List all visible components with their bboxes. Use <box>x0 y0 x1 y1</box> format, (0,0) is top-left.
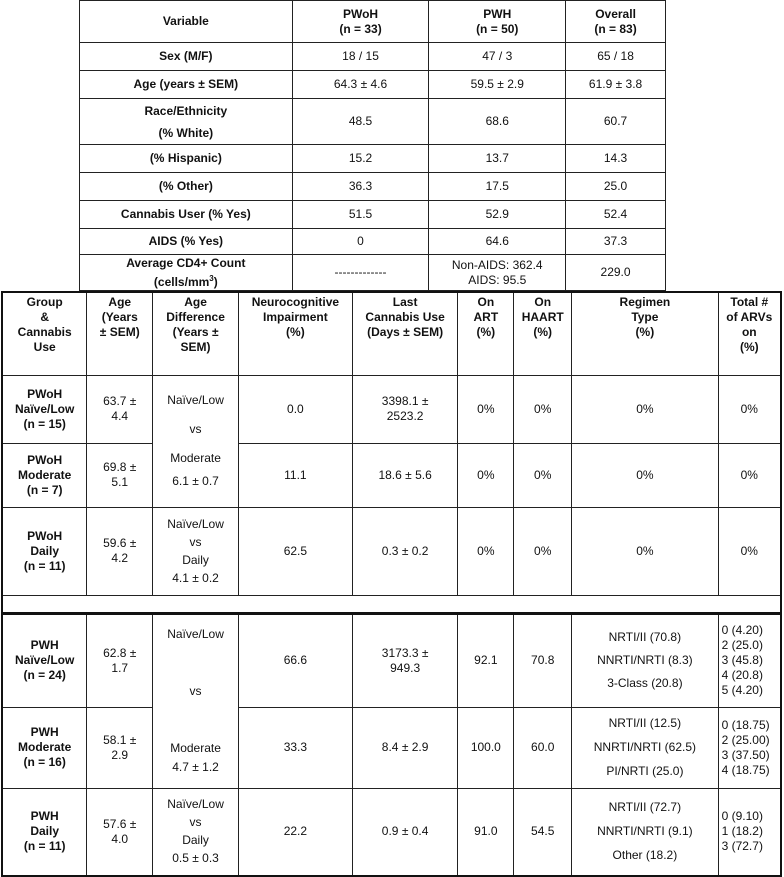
age-difference-cell <box>153 613 239 788</box>
total-arvs-cell: 0% <box>718 507 781 595</box>
total-arvs-cell <box>718 788 781 876</box>
cell-pwoh: 15.2 <box>292 145 429 173</box>
arv-line: 0 (4.20) <box>721 623 763 637</box>
age-line: 4.0 <box>111 831 129 846</box>
header-pwoh-line2: (n = 33) <box>339 21 382 36</box>
cell-overall: 60.7 <box>566 99 666 145</box>
age-line: 1.7 <box>111 660 129 675</box>
header-on-haart-line: (%) <box>533 325 553 339</box>
group-line: Daily <box>30 824 60 839</box>
group-cell <box>2 613 87 707</box>
cell-pwoh: 51.5 <box>292 201 429 229</box>
regimen-line: 3-Class (20.8) <box>607 676 683 690</box>
group-line: PWH <box>30 725 59 739</box>
header-age-difference-line: Difference <box>166 310 225 324</box>
age-difference-cell <box>153 507 239 595</box>
arv-line: 3 (72.7) <box>721 839 763 854</box>
neuro-cell: 22.2 <box>238 788 352 876</box>
header-neurocognitive-line: (%) <box>286 325 305 339</box>
row-label <box>80 99 293 145</box>
cell-pwoh: 64.3 ± 4.6 <box>292 71 429 99</box>
header-on-art-line: (%) <box>476 325 496 339</box>
header-age-difference-line: Age <box>184 295 207 309</box>
on-haart-cell: 60.0 <box>514 707 572 788</box>
group-line: PWoH <box>27 386 63 401</box>
header-total-arvs <box>718 292 781 375</box>
regimen-cell: 0% <box>572 507 718 595</box>
last-use-cell: 0.3 ± 0.2 <box>352 507 458 595</box>
header-overall-line2: (n = 83) <box>594 21 637 36</box>
table-row <box>2 507 781 595</box>
group-cell <box>2 507 87 595</box>
group-separator <box>2 595 781 613</box>
row-label: Cannabis User (% Yes) <box>80 201 293 229</box>
header-regimen-line: (%) <box>635 325 655 339</box>
row-label-line1: Average CD4+ Count <box>126 255 246 270</box>
header-last-use-line: Cannabis Use <box>365 310 445 324</box>
cell-pwh: 13.7 <box>429 145 566 173</box>
age-diff-line: Naïve/Low <box>167 627 224 641</box>
group-cell <box>2 375 87 443</box>
last-use-line: 949.3 <box>390 660 421 675</box>
age-diff-line: 6.1 ± 0.7 <box>172 474 219 488</box>
regimen-line: NRTI/II (70.8) <box>608 630 682 644</box>
arv-line: 2 (25.00) <box>721 732 770 747</box>
last-use-cell <box>352 375 458 443</box>
cell-overall: 52.4 <box>566 201 666 229</box>
table-row <box>2 707 781 788</box>
arv-line: 3 (37.50) <box>721 747 770 762</box>
age-diff-line: Naïve/Low <box>167 516 224 531</box>
row-race-white <box>80 99 666 145</box>
age-diff-line: vs <box>189 422 202 436</box>
header-total-arvs-line: on <box>741 325 757 339</box>
row-label: AIDS (% Yes) <box>80 229 293 255</box>
total-arvs-cell <box>718 707 781 788</box>
table-row <box>2 788 781 876</box>
row-hispanic <box>80 145 666 173</box>
on-art-cell: 0% <box>458 443 514 507</box>
arv-line: 4 (20.8) <box>721 668 763 682</box>
cannabis-use-table <box>1 291 782 877</box>
cell-overall: 229.0 <box>566 255 666 291</box>
age-diff-line: Daily <box>182 552 209 567</box>
age-line: 4.4 <box>111 409 129 423</box>
cd4-units: (cells/mm <box>153 274 210 289</box>
cannabis-header-row <box>2 292 781 375</box>
header-group-line: & <box>40 310 49 324</box>
header-pwh <box>429 1 566 43</box>
header-on-haart <box>514 292 572 375</box>
row-label: Age (years ± SEM) <box>80 71 293 99</box>
age-cell <box>87 507 153 595</box>
age-diff-line: 4.7 ± 1.2 <box>172 760 219 774</box>
header-total-arvs-line: (%) <box>739 340 759 354</box>
group-line: Daily <box>30 543 60 558</box>
row-label <box>80 255 293 291</box>
age-cell <box>87 707 153 788</box>
last-use-cell: 18.6 ± 5.6 <box>352 443 458 507</box>
cell-pwoh: 48.5 <box>292 99 429 145</box>
on-art-cell: 100.0 <box>458 707 514 788</box>
row-label-line1: Race/Ethnicity <box>144 103 228 118</box>
on-art-cell: 91.0 <box>458 788 514 876</box>
table-row <box>2 443 781 507</box>
age-line: 58.1 ± <box>103 732 137 747</box>
age-line: 69.8 ± <box>103 460 137 474</box>
header-age-line: ± SEM) <box>99 325 140 339</box>
group-line: (n = 11) <box>23 839 66 854</box>
arv-line: 0 (18.75) <box>721 717 770 732</box>
header-last-use <box>352 292 458 375</box>
neuro-cell: 62.5 <box>238 507 352 595</box>
age-difference-cell <box>153 375 239 507</box>
regimen-line: NNRTI/NRTI (9.1) <box>597 824 693 839</box>
age-cell <box>87 375 153 443</box>
age-line: 5.1 <box>111 475 129 489</box>
last-use-cell: 0.9 ± 0.4 <box>352 788 458 876</box>
age-line: 4.2 <box>111 551 129 565</box>
cell-pwoh: 18 / 15 <box>292 43 429 71</box>
group-line: Naïve/Low <box>14 653 75 667</box>
group-line: Moderate <box>18 467 72 482</box>
header-group-line: Cannabis <box>17 325 72 339</box>
on-art-cell: 0% <box>458 375 514 443</box>
age-diff-line: 0.5 ± 0.3 <box>172 851 219 866</box>
on-haart-cell: 54.5 <box>514 788 572 876</box>
cell-pwoh: ------------- <box>292 255 429 291</box>
regimen-line: PI/NRTI (25.0) <box>606 764 684 778</box>
neuro-cell: 11.1 <box>238 443 352 507</box>
demographics-table <box>79 0 666 291</box>
group-cell <box>2 788 87 876</box>
group-line: (n = 16) <box>23 755 66 769</box>
row-cannabis-user <box>80 201 666 229</box>
header-total-arvs-line: Total # <box>730 295 769 309</box>
arv-line: 1 (18.2) <box>721 824 763 839</box>
group-line: PWH <box>30 638 59 652</box>
age-line: 57.6 ± <box>103 816 137 831</box>
cell-overall: 37.3 <box>566 229 666 255</box>
header-pwoh-line1: PWoH <box>342 6 379 21</box>
row-age <box>80 71 666 99</box>
header-variable: Variable <box>80 1 293 43</box>
header-pwh-line2: (n = 50) <box>476 21 519 36</box>
header-age-difference <box>153 292 239 375</box>
cell-pwh <box>429 255 566 291</box>
age-cell <box>87 443 153 507</box>
neuro-cell: 66.6 <box>238 613 352 707</box>
header-total-arvs-line: of ARVs <box>726 310 773 324</box>
age-diff-line: Moderate <box>170 451 221 465</box>
group-line: (n = 15) <box>23 416 66 431</box>
header-pwh-line1: PWH <box>483 6 512 21</box>
row-label-line2: (% White) <box>158 125 214 140</box>
header-on-haart-line: HAART <box>521 310 564 324</box>
age-diff-line: Moderate <box>170 741 221 755</box>
group-cell <box>2 443 87 507</box>
group-line: (n = 11) <box>23 558 66 573</box>
age-line: 59.6 ± <box>103 536 137 550</box>
group-line: PWoH <box>27 528 63 543</box>
cell-overall: 14.3 <box>566 145 666 173</box>
cell-overall: 25.0 <box>566 173 666 201</box>
on-art-cell: 0% <box>458 507 514 595</box>
row-aids <box>80 229 666 255</box>
table-row <box>2 613 781 707</box>
group-line: Naïve/Low <box>14 401 75 416</box>
regimen-line: NNRTI/NRTI (62.5) <box>593 740 696 754</box>
regimen-cell <box>572 613 718 707</box>
group-line: Moderate <box>18 740 72 754</box>
age-line: 62.8 ± <box>103 645 137 660</box>
header-group-line: Use <box>33 340 56 354</box>
row-sex <box>80 43 666 71</box>
age-line: 2.9 <box>111 747 129 762</box>
row-label-line2 <box>84 271 288 290</box>
age-diff-line: vs <box>189 534 202 549</box>
arv-line: 5 (4.20) <box>721 683 763 697</box>
age-diff-line: Daily <box>182 833 209 848</box>
header-group-line: Group <box>26 295 63 309</box>
header-neurocognitive-line: Impairment <box>263 310 328 324</box>
group-line: PWoH <box>27 452 63 467</box>
last-use-cell: 8.4 ± 2.9 <box>352 707 458 788</box>
neuro-cell: 33.3 <box>238 707 352 788</box>
total-arvs-cell: 0% <box>718 443 781 507</box>
header-age-line: (Years <box>101 310 138 324</box>
cd4-units-close: ) <box>213 274 218 289</box>
header-age-line: Age <box>108 295 132 309</box>
header-neurocognitive <box>238 292 352 375</box>
separator-cell <box>2 595 781 613</box>
group-line: (n = 7) <box>26 482 63 497</box>
age-diff-line: 4.1 ± 0.2 <box>172 570 219 585</box>
regimen-cell: 0% <box>572 375 718 443</box>
cell-pwh: 52.9 <box>429 201 566 229</box>
age-diff-line: vs <box>189 815 202 830</box>
group-line: (n = 24) <box>23 668 66 682</box>
on-art-cell: 92.1 <box>458 613 514 707</box>
regimen-line: NNRTI/NRTI (8.3) <box>597 653 693 667</box>
last-use-line: 3173.3 ± <box>381 645 429 660</box>
cell-overall: 65 / 18 <box>566 43 666 71</box>
age-difference-cell <box>153 788 239 876</box>
group-cell <box>2 707 87 788</box>
row-label: Sex (M/F) <box>80 43 293 71</box>
arv-line: 3 (45.8) <box>721 653 763 667</box>
arv-line: 0 (9.10) <box>721 809 763 824</box>
cell-pwh-line1: Non-AIDS: 362.4 <box>451 257 543 272</box>
row-cd4 <box>80 255 666 291</box>
regimen-cell: 0% <box>572 443 718 507</box>
cell-pwoh: 36.3 <box>292 173 429 201</box>
cell-pwh-line2: AIDS: 95.5 <box>468 272 527 287</box>
row-label: (% Other) <box>80 173 293 201</box>
cell-overall: 61.9 ± 3.8 <box>566 71 666 99</box>
header-on-art-line: ART <box>473 310 499 324</box>
arv-line: 2 (25.0) <box>721 638 763 652</box>
cell-pwh: 64.6 <box>429 229 566 255</box>
header-group <box>2 292 87 375</box>
age-diff-line: vs <box>189 684 202 698</box>
header-last-use-line: Last <box>392 295 418 309</box>
header-age-difference-line: SEM) <box>180 340 211 354</box>
on-haart-cell: 0% <box>514 507 572 595</box>
on-haart-cell: 0% <box>514 375 572 443</box>
header-neurocognitive-line: Neurocognitive <box>251 295 340 309</box>
total-arvs-cell: 0% <box>718 375 781 443</box>
header-regimen-line: Type <box>631 310 659 324</box>
regimen-line: Other (18.2) <box>612 848 678 863</box>
cell-pwh: 17.5 <box>429 173 566 201</box>
on-haart-cell: 70.8 <box>514 613 572 707</box>
regimen-line: NRTI/II (12.5) <box>608 716 682 730</box>
row-other <box>80 173 666 201</box>
regimen-cell <box>572 707 718 788</box>
header-overall-line1: Overall <box>595 6 636 21</box>
header-overall <box>566 1 666 43</box>
header-on-art <box>458 292 514 375</box>
header-age <box>87 292 153 375</box>
header-on-haart-line: On <box>534 295 552 309</box>
last-use-line: 2523.2 <box>386 409 424 423</box>
on-haart-cell: 0% <box>514 443 572 507</box>
demographics-header-row <box>80 1 666 43</box>
row-label: (% Hispanic) <box>80 145 293 173</box>
header-age-difference-line: (Years ± <box>172 325 219 339</box>
header-on-art-line: On <box>477 295 495 309</box>
table-row <box>2 375 781 443</box>
age-line: 63.7 ± <box>103 394 137 408</box>
neuro-cell: 0.0 <box>238 375 352 443</box>
regimen-cell <box>572 788 718 876</box>
cell-pwh: 68.6 <box>429 99 566 145</box>
age-diff-line: Naïve/Low <box>167 797 224 812</box>
cell-pwh: 59.5 ± 2.9 <box>429 71 566 99</box>
cd4-units-exponent: 3 <box>209 273 214 283</box>
header-last-use-line: (Days ± SEM) <box>367 325 444 339</box>
header-regimen <box>572 292 718 375</box>
total-arvs-cell <box>718 613 781 707</box>
arv-line: 4 (18.75) <box>721 762 770 777</box>
header-pwoh <box>292 1 429 43</box>
cell-pwh: 47 / 3 <box>429 43 566 71</box>
group-line: PWH <box>30 809 59 824</box>
age-diff-line: Naïve/Low <box>167 393 224 407</box>
last-use-cell <box>352 613 458 707</box>
regimen-line: NRTI/II (72.7) <box>608 800 682 815</box>
header-regimen-line: Regimen <box>619 295 671 309</box>
cell-pwoh: 0 <box>292 229 429 255</box>
last-use-line: 3398.1 ± <box>381 394 429 408</box>
age-cell <box>87 788 153 876</box>
age-cell <box>87 613 153 707</box>
